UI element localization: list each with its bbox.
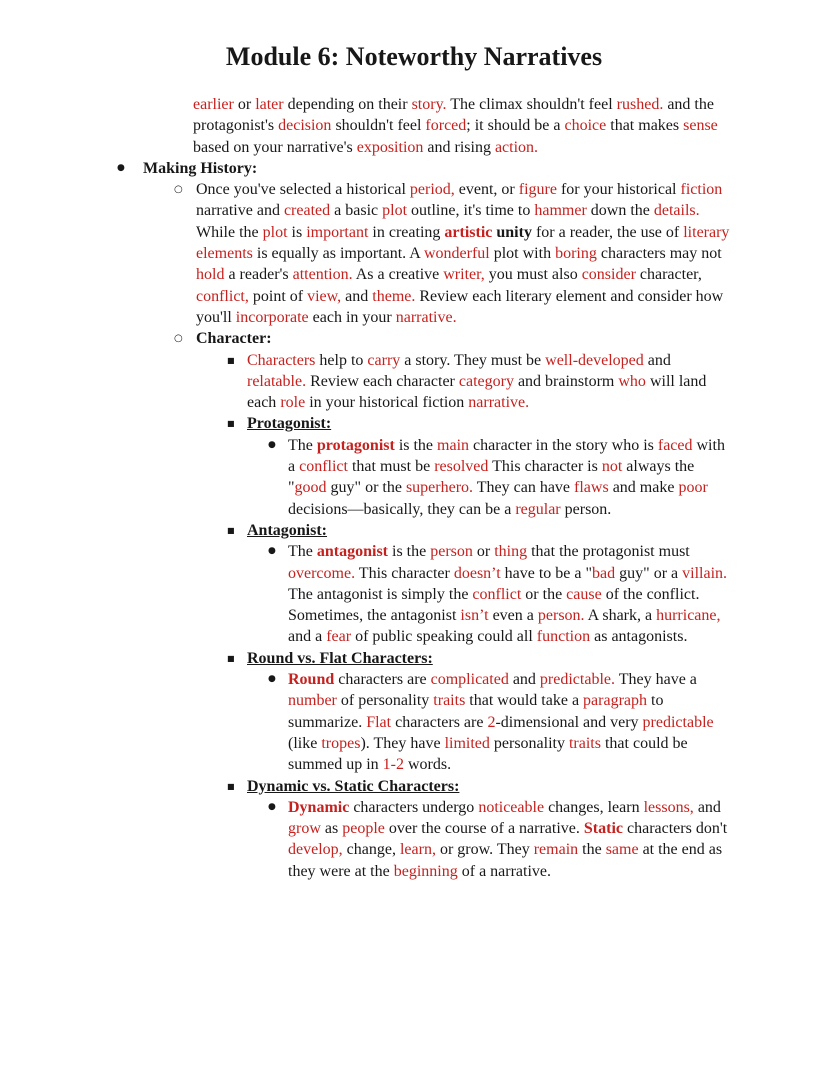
text-run: in your historical fiction	[305, 394, 469, 412]
text-run: plot with	[489, 245, 556, 263]
list-item-text	[247, 778, 459, 795]
text-run: decisions—basically, they can be a	[288, 500, 516, 518]
text-run: Review each literary element and consider how you'll	[196, 287, 724, 326]
text-run: attention.	[292, 266, 353, 284]
text-run: This character is	[488, 458, 602, 476]
text-run: traits	[568, 734, 601, 752]
text-run: predictable	[642, 713, 714, 731]
text-run: characters are	[391, 713, 488, 731]
list-item-text	[288, 437, 725, 518]
text-run: doesn’t	[453, 564, 501, 582]
list-item	[0, 179, 828, 328]
text-run: based on your narrative's	[193, 138, 357, 156]
text-run: Flat	[366, 713, 392, 731]
list-item	[0, 776, 828, 797]
text-run: rushed.	[616, 96, 664, 113]
bullet-circle-icon: ○	[174, 184, 183, 196]
text-run: narrative.	[395, 308, 457, 326]
text-run: outline, it's time to	[407, 202, 535, 220]
text-run: of the conflict. Sometimes, the antagonist	[288, 585, 700, 625]
text-run: plot	[262, 223, 288, 241]
text-run: forced	[425, 117, 467, 135]
text-run: as	[320, 820, 343, 838]
text-run: of public speaking could all	[351, 628, 537, 646]
text-run: change,	[342, 841, 400, 859]
text-run: noticeable	[478, 798, 545, 816]
list-item	[0, 413, 828, 434]
bullet-disc-icon: ●	[268, 674, 276, 685]
text-run: overcome.	[288, 564, 356, 582]
text-run: carry	[367, 351, 401, 369]
text-run: Character:	[196, 330, 272, 348]
text-run: As a creative	[352, 266, 444, 284]
bullet-disc-icon: ●	[268, 439, 276, 450]
text-run: of personality	[336, 692, 434, 710]
text-run: that could be summed up in	[288, 734, 688, 774]
text-run: fiction	[680, 181, 723, 199]
list-item-text	[288, 543, 727, 645]
text-run: is the	[388, 543, 431, 561]
text-run: each in your	[308, 308, 396, 326]
text-run: characters may not	[596, 245, 722, 263]
text-run: (like	[288, 734, 322, 752]
text-run: boring	[555, 245, 597, 263]
text-run: main	[437, 436, 470, 454]
bullet-disc-icon: ●	[268, 546, 276, 557]
text-run: hurricane,	[656, 607, 721, 625]
text-run: resolved	[434, 458, 489, 476]
text-run: or	[233, 96, 256, 113]
list-item-text	[288, 671, 714, 773]
list-item	[0, 669, 828, 775]
text-run: and make	[608, 479, 679, 497]
text-run: have to be a "	[500, 564, 593, 582]
text-run: predictable.	[539, 671, 615, 689]
text-run: writer,	[443, 266, 485, 284]
text-run: is equally as important. A	[252, 245, 424, 263]
text-run: The antagonist is simply the	[288, 585, 473, 603]
list-item-text	[196, 181, 729, 326]
text-run: who	[618, 372, 646, 390]
text-run: complicated	[430, 671, 509, 689]
text-run: antagonist	[316, 543, 388, 561]
text-run: conflict	[472, 585, 522, 603]
text-run: that would take a	[465, 692, 584, 710]
text-run: shouldn't feel	[331, 117, 426, 135]
text-run: good	[294, 479, 327, 497]
text-run: bad	[592, 564, 616, 582]
text-run: with a	[288, 436, 725, 476]
list-item-text	[247, 650, 433, 667]
text-run: The climax shouldn't feel	[446, 96, 617, 113]
text-run: story.	[411, 96, 447, 113]
text-run: event, or	[454, 181, 519, 199]
text-run: narrative and	[196, 202, 284, 220]
text-run: as antagonists.	[590, 628, 688, 646]
text-run: hammer	[534, 202, 587, 220]
text-run: -dimensional and very	[495, 713, 643, 731]
text-run: unity	[496, 223, 532, 241]
text-run: Protagonist:	[247, 415, 332, 433]
text-run: tropes	[321, 734, 361, 752]
text-run: Dynamic	[288, 798, 350, 816]
list-item	[0, 435, 828, 520]
bullet-square-icon: ■	[227, 781, 235, 791]
text-run: villain.	[682, 564, 728, 582]
text-run: people	[342, 820, 385, 838]
text-run: learn,	[399, 841, 436, 859]
text-run: incorporate	[235, 308, 309, 326]
text-run: cause	[566, 585, 602, 603]
text-run: Antagonist:	[247, 521, 328, 539]
outline-list	[0, 158, 828, 882]
bullet-square-icon: ■	[227, 355, 235, 365]
text-run: grow	[288, 820, 321, 838]
text-run: role	[280, 394, 306, 412]
text-run: poor	[678, 479, 708, 497]
text-run: changes, learn	[544, 798, 644, 816]
text-run: help to	[315, 351, 368, 369]
text-run: at the end as they were at the	[288, 841, 723, 880]
text-run: or grow. They	[435, 841, 534, 859]
text-run: Static	[583, 820, 623, 838]
text-run: characters don't	[623, 820, 728, 838]
text-run: same	[605, 841, 639, 859]
text-run: They have a	[615, 671, 697, 689]
text-run: is the	[394, 436, 438, 454]
bullet-square-icon: ■	[227, 653, 235, 663]
list-item	[0, 648, 828, 669]
text-run: artistic	[444, 223, 493, 241]
text-run: lessons,	[643, 798, 694, 816]
list-item	[0, 797, 828, 882]
text-run: fear	[326, 628, 352, 646]
text-run: choice	[564, 117, 607, 135]
text-run: depending on their	[283, 96, 412, 113]
text-run: ). They have	[360, 734, 445, 752]
list-item	[0, 350, 828, 414]
text-run: hold	[196, 266, 225, 284]
text-run: protagonist	[316, 436, 395, 454]
text-run: character in the story who is	[469, 436, 658, 454]
text-run: to summarize.	[288, 692, 664, 731]
text-run: The	[288, 436, 317, 454]
text-run: person.	[560, 500, 612, 518]
text-run: characters undergo	[349, 798, 479, 816]
list-item-text	[247, 522, 327, 539]
text-run: is	[287, 223, 307, 241]
text-run: details.	[653, 202, 700, 220]
text-run: number	[288, 692, 337, 710]
text-run: you must also	[484, 266, 582, 284]
text-run: even a	[488, 607, 538, 625]
text-run: Dynamic vs. Static Characters:	[247, 777, 460, 795]
text-run: Round vs. Flat Characters:	[247, 649, 433, 667]
text-run: thing	[494, 543, 528, 561]
list-item	[0, 520, 828, 541]
text-run: decision	[278, 117, 332, 135]
text-run: a story. They must be	[400, 351, 546, 369]
text-run: exposition	[356, 138, 424, 156]
text-run: always the "	[288, 458, 695, 497]
list-item-text	[196, 330, 272, 347]
text-run: limited	[444, 734, 490, 752]
text-run: conflict,	[196, 287, 249, 305]
text-run: words.	[404, 756, 452, 774]
bullet-square-icon: ■	[227, 419, 235, 429]
text-run: A shark, a	[584, 607, 657, 625]
intro-paragraph	[0, 94, 828, 158]
text-run: traits	[433, 692, 466, 710]
list-item-text	[247, 352, 706, 412]
list-item-text	[288, 799, 727, 880]
list-item-text	[247, 415, 331, 432]
text-run: for your historical	[556, 181, 681, 199]
text-run: Review each character	[306, 372, 459, 390]
text-run: While the	[196, 223, 263, 241]
text-run: and	[508, 671, 540, 689]
text-run: theme.	[372, 287, 416, 305]
text-run: character,	[635, 266, 702, 284]
bullet-disc-icon: ●	[268, 801, 276, 812]
text-run: Making History:	[143, 159, 258, 177]
text-run: The	[288, 543, 317, 561]
text-run: Characters	[247, 351, 316, 369]
text-run: over the course of a narrative.	[384, 820, 584, 838]
list-item	[0, 328, 828, 349]
text-run: and brainstorm	[513, 372, 619, 390]
text-run: the	[578, 841, 606, 859]
text-run: 2	[487, 713, 496, 731]
bullet-square-icon: ■	[227, 525, 235, 535]
text-run: narrative.	[468, 394, 530, 412]
text-run: literary elements	[196, 223, 730, 263]
text-run: down the	[586, 202, 654, 220]
text-run: or the	[521, 585, 567, 603]
text-run: important	[306, 223, 369, 241]
text-run: or	[472, 543, 495, 561]
text-run: remain	[533, 841, 579, 859]
text-run: for a reader, the use of	[531, 223, 684, 241]
text-run: 1-2	[382, 756, 404, 774]
text-run: paragraph	[583, 692, 648, 710]
text-run: superhero.	[405, 479, 474, 497]
text-run: of a narrative.	[457, 862, 552, 880]
text-run: well-developed	[545, 351, 644, 369]
text-run: regular	[515, 500, 561, 518]
text-run: wonderful	[423, 245, 490, 263]
text-run: Once you've selected a historical	[196, 181, 410, 199]
text-run: This character	[355, 564, 454, 582]
text-run: person	[430, 543, 473, 561]
text-run: person.	[537, 607, 585, 625]
text-run: will land each	[247, 372, 707, 412]
text-run: and	[341, 287, 373, 305]
text-run: guy" or the	[326, 479, 406, 497]
text-run: develop,	[288, 841, 343, 859]
text-run: period,	[409, 181, 455, 199]
text-run: point of	[248, 287, 308, 305]
text-run: relatable.	[247, 372, 307, 390]
text-run: flaws	[574, 479, 609, 497]
list-item-text	[143, 160, 257, 177]
text-run: earlier	[193, 96, 234, 113]
text-run: and rising	[423, 138, 495, 156]
text-run: that makes	[606, 117, 684, 135]
text-run: function	[536, 628, 591, 646]
text-run: created	[283, 202, 331, 220]
text-run: view,	[307, 287, 342, 305]
text-run: isn’t	[460, 607, 489, 625]
text-run: Round	[288, 671, 335, 689]
text-run: action.	[494, 138, 539, 156]
text-run: that the protagonist must	[527, 543, 690, 561]
text-run: a basic	[330, 202, 383, 220]
text-run: They can have	[473, 479, 575, 497]
text-run: and	[693, 798, 721, 816]
text-run: category	[458, 372, 514, 390]
text-run: not	[601, 458, 623, 476]
page-title: Module 6: Noteworthy Narratives	[225, 42, 603, 71]
text-run: sense	[683, 117, 718, 135]
text-run: beginning	[393, 862, 458, 880]
text-run: conflict	[299, 458, 348, 476]
text-run: characters are	[334, 671, 431, 689]
text-run: that must be	[347, 458, 435, 476]
list-item	[0, 158, 828, 179]
list-item	[0, 541, 828, 647]
text-run: figure	[518, 181, 557, 199]
text-run: consider	[581, 266, 636, 284]
text-run: personality	[489, 734, 569, 752]
text-run: a reader's	[224, 266, 293, 284]
document-content	[0, 94, 828, 882]
text-run: and	[643, 351, 671, 369]
text-run: ; it should be a	[466, 117, 565, 135]
bullet-circle-icon: ○	[174, 333, 183, 345]
text-run: guy" or a	[615, 564, 683, 582]
text-run: faced	[657, 436, 693, 454]
text-run: later	[255, 96, 284, 113]
text-run: and a	[288, 628, 327, 646]
text-run: and the protagonist's	[193, 96, 714, 135]
bullet-disc-icon: ●	[117, 162, 125, 173]
text-run: plot	[382, 202, 408, 220]
text-run: in creating	[368, 223, 445, 241]
